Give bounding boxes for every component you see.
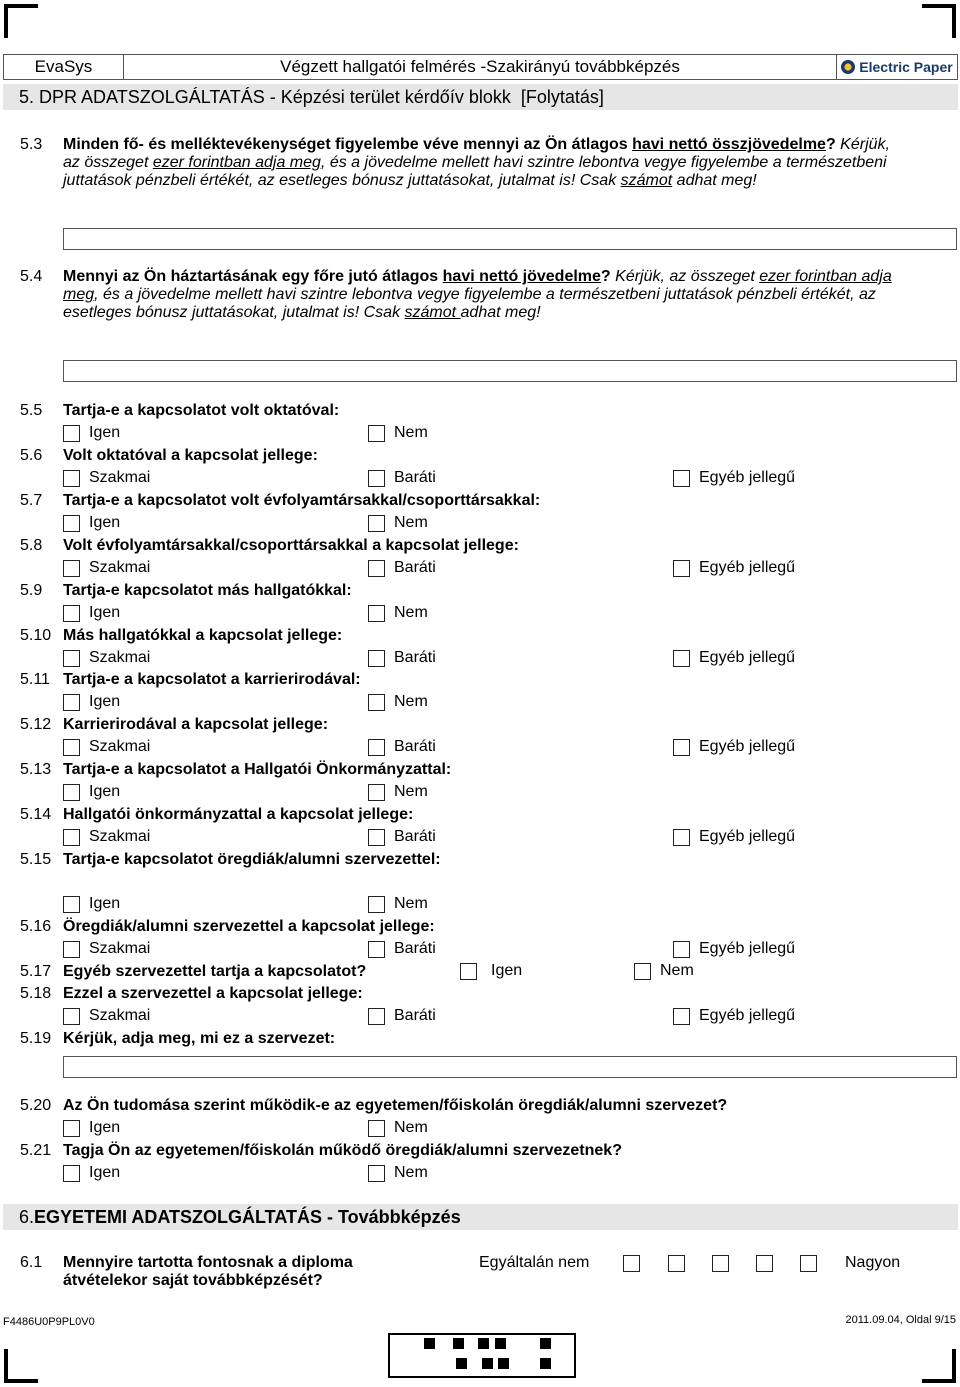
option-szakmai[interactable] (63, 738, 150, 756)
barcode-mark (453, 1338, 464, 1349)
question-hint: ezer forintban adja (759, 268, 892, 285)
question-5-4-text (63, 268, 957, 322)
scale-checkbox-2[interactable] (668, 1255, 685, 1272)
checkbox[interactable] (368, 1008, 385, 1025)
income-input-5-4[interactable] (63, 360, 957, 382)
barcode-mark (540, 1338, 551, 1349)
barcode-mark (482, 1358, 493, 1369)
question-number: 5.11 (20, 671, 50, 688)
question-number: 5.8 (20, 537, 43, 554)
question-text: havi nettó jövedelme (442, 268, 601, 285)
checkbox[interactable] (634, 963, 651, 980)
checkbox[interactable] (63, 739, 80, 756)
option-label: Szakmai (89, 828, 151, 845)
section-6-header (3, 1204, 958, 1230)
app-name: EvaSys (4, 55, 124, 79)
option-barati[interactable] (368, 559, 436, 577)
question-number: 5.15 (20, 851, 52, 868)
option-nem[interactable] (368, 895, 428, 913)
checkbox[interactable] (368, 829, 385, 846)
question-text: Más hallgatókkal a kapcsolat jellege: (63, 627, 343, 644)
barcode-mark (495, 1338, 506, 1349)
option-label: Egyéb jellegű (699, 649, 796, 666)
option-label: Baráti (394, 469, 436, 486)
question-hint: Kérjük, (835, 136, 890, 153)
option-label: Igen (89, 604, 121, 621)
question-number: 5.13 (20, 761, 52, 778)
option-label: Nem (394, 604, 428, 621)
scale-checkbox-4[interactable] (756, 1255, 773, 1272)
scan-barcode (388, 1333, 576, 1378)
checkbox[interactable] (368, 515, 385, 532)
question-text: Egyéb szervezettel tartja a kapcsolatot? (63, 963, 367, 980)
option-nem[interactable] (634, 962, 694, 980)
question-text: ? (825, 136, 836, 153)
option-label: Szakmai (89, 559, 151, 576)
checkbox[interactable] (368, 784, 385, 801)
option-igen[interactable] (63, 1119, 120, 1137)
question-hint: adhat meg! (672, 172, 757, 189)
question-number: 5.4 (20, 268, 43, 285)
option-igen[interactable] (63, 424, 120, 442)
option-igen[interactable] (460, 962, 522, 980)
option-igen[interactable] (63, 783, 120, 801)
option-barati[interactable] (368, 738, 436, 756)
checkbox[interactable] (368, 605, 385, 622)
checkbox[interactable] (63, 784, 80, 801)
question-hint: esetleges bónusz juttatásokat, jutalmat is! Csak (63, 304, 405, 321)
checkbox[interactable] (63, 650, 80, 667)
scale-checkbox-3[interactable] (712, 1255, 729, 1272)
question-number: 5.10 (20, 627, 52, 644)
date-page-info: 2011.09.04, Oldal 9/15 (845, 1314, 956, 1326)
option-label: Egyéb jellegű (699, 828, 796, 845)
barcode-mark (456, 1358, 467, 1369)
question-number: 5.7 (20, 492, 43, 509)
option-barati[interactable] (368, 940, 436, 958)
option-label: Nem (394, 424, 428, 441)
checkbox[interactable] (368, 941, 385, 958)
checkbox[interactable] (63, 1165, 80, 1182)
brand-logo (837, 55, 957, 79)
survey-title: Végzett hallgatói felmérés -Szakirányú továbbképzés (124, 55, 837, 79)
option-szakmai[interactable] (63, 559, 150, 577)
option-egyeb[interactable] (673, 469, 795, 487)
option-label: Igen (89, 514, 121, 531)
checkbox[interactable] (673, 560, 690, 577)
option-nem[interactable] (368, 424, 428, 442)
option-igen[interactable] (63, 1164, 120, 1182)
checkbox[interactable] (63, 470, 80, 487)
checkbox[interactable] (368, 694, 385, 711)
checkbox[interactable] (63, 425, 80, 442)
question-text: Öregdiák/alumni szervezettel a kapcsolat jellege: (63, 918, 435, 935)
checkbox[interactable] (673, 470, 690, 487)
option-label: Egyéb jellegű (699, 469, 796, 486)
option-igen[interactable] (63, 604, 120, 622)
option-egyeb[interactable] (673, 828, 795, 846)
checkbox[interactable] (63, 560, 80, 577)
question-text: Hallgatói önkormányzattal a kapcsolat jellege: (63, 806, 414, 823)
option-label: Szakmai (89, 738, 151, 755)
option-label: Egyéb jellegű (699, 940, 796, 957)
scale-checkbox-5[interactable] (800, 1255, 817, 1272)
question-text: Tartja-e kapcsolatot más hallgatókkal: (63, 582, 352, 599)
section-5-title: 5. DPR ADATSZOLGÁLTATÁS - Képzési terület kérdőív blokk (19, 86, 511, 107)
section-6-number: 6. (19, 1206, 35, 1227)
checkbox[interactable] (63, 829, 80, 846)
option-label: Szakmai (89, 469, 151, 486)
checkbox[interactable] (460, 963, 477, 980)
question-number: 6.1 (20, 1254, 43, 1271)
option-igen[interactable] (63, 693, 120, 711)
barcode-mark (498, 1358, 509, 1369)
option-barati[interactable] (368, 469, 436, 487)
option-label: Nem (394, 514, 428, 531)
question-number: 5.9 (20, 582, 43, 599)
option-igen[interactable] (63, 514, 120, 532)
question-text: Mennyire tartotta fontosnak a diploma (63, 1254, 353, 1271)
checkbox[interactable] (368, 1120, 385, 1137)
question-number: 5.14 (20, 806, 52, 823)
corner-mark-bottom-right (922, 1349, 956, 1383)
option-label: Nem (394, 783, 428, 800)
question-text: Ezzel a szervezettel a kapcsolat jellege: (63, 985, 363, 1002)
organization-name-input[interactable] (63, 1056, 957, 1078)
question-number: 5.19 (20, 1030, 52, 1047)
option-label: Igen (89, 693, 121, 710)
option-label: Nem (394, 1164, 428, 1181)
corner-mark-top-left (4, 4, 38, 38)
question-hint: az összeget (63, 154, 153, 171)
option-label: Baráti (394, 940, 436, 957)
corner-mark-top-right (922, 4, 956, 38)
checkbox[interactable] (673, 829, 690, 846)
checkbox[interactable] (63, 605, 80, 622)
option-igen[interactable] (63, 895, 120, 913)
scale-checkbox-1[interactable] (623, 1255, 640, 1272)
question-number: 5.3 (20, 136, 43, 153)
question-hint: adhat meg! (460, 304, 541, 321)
question-text: Karrierirodával a kapcsolat jellege: (63, 716, 329, 733)
option-nem[interactable] (368, 1119, 428, 1137)
option-label: Nem (394, 895, 428, 912)
question-5-3-text (63, 136, 957, 190)
checkbox[interactable] (63, 694, 80, 711)
option-label: Baráti (394, 559, 436, 576)
question-number: 5.6 (20, 447, 43, 464)
electric-paper-logo-icon (841, 60, 855, 74)
question-hint: , és a jövedelme mellett havi szintre lebontva vegye figyelembe a természetbeni (320, 154, 887, 171)
question-text: Tagja Ön az egyetemen/főiskolán működő öregdiák/alumni szervezetnek? (63, 1142, 622, 1159)
question-text: Mennyi az Ön háztartásának egy főre jutó átlagos (63, 268, 443, 285)
question-text: Tartja-e a kapcsolatot volt oktatóval: (63, 402, 340, 419)
option-label: Igen (89, 424, 121, 441)
checkbox[interactable] (368, 560, 385, 577)
option-label: Igen (491, 962, 523, 979)
question-text: Tartja-e a kapcsolatot a Hallgatói Önkormányzattal: (63, 761, 452, 778)
checkbox[interactable] (368, 739, 385, 756)
question-text: Kérjük, adja meg, mi ez a szervezet: (63, 1030, 336, 1047)
option-barati[interactable] (368, 828, 436, 846)
question-text: átvételekor saját továbbképzését? (63, 1272, 323, 1289)
option-egyeb[interactable] (673, 940, 795, 958)
option-label: Igen (89, 783, 121, 800)
option-szakmai[interactable] (63, 828, 150, 846)
section-6-title: EGYETEMI ADATSZOLGÁLTATÁS - Továbbképzés (34, 1206, 461, 1227)
checkbox[interactable] (673, 1008, 690, 1025)
option-szakmai[interactable] (63, 469, 150, 487)
option-label: Nem (660, 962, 694, 979)
option-egyeb[interactable] (673, 738, 795, 756)
checkbox[interactable] (63, 941, 80, 958)
option-label: Igen (89, 895, 121, 912)
option-label: Szakmai (89, 940, 151, 957)
checkbox[interactable] (63, 896, 80, 913)
barcode-mark (540, 1358, 551, 1369)
question-number: 5.20 (20, 1097, 52, 1114)
barcode-mark (478, 1338, 489, 1349)
question-text: Volt évfolyamtársakkal/csoporttársakkal a kapcsolat jellege: (63, 537, 519, 554)
option-nem[interactable] (368, 604, 428, 622)
checkbox[interactable] (368, 470, 385, 487)
option-label: Szakmai (89, 649, 151, 666)
scale-right-label: Nagyon (845, 1254, 901, 1271)
question-text: Tartja-e a kapcsolatot volt évfolyamtársakkal/csoporttársakkal: (63, 492, 541, 509)
question-number: 5.5 (20, 402, 43, 419)
question-number: 5.18 (20, 985, 52, 1002)
question-text: Volt oktatóval a kapcsolat jellege: (63, 447, 318, 464)
checkbox[interactable] (673, 739, 690, 756)
question-text: Tartja-e a kapcsolatot a karrierirodával: (63, 671, 361, 688)
checkbox[interactable] (63, 1008, 80, 1025)
question-6-1-text (63, 1254, 353, 1290)
form-code: F4486U0P9PL0V0 (3, 1316, 95, 1328)
option-szakmai[interactable] (63, 649, 150, 667)
option-label: Egyéb jellegű (699, 1007, 796, 1024)
option-label: Baráti (394, 649, 436, 666)
option-label: Igen (89, 1119, 121, 1136)
option-nem[interactable] (368, 1164, 428, 1182)
question-text: Tartja-e kapcsolatot öregdiák/alumni szervezettel: (63, 851, 441, 868)
question-text: Minden fő- és melléktevékenységet figyelembe véve mennyi az Ön átlagos (63, 136, 633, 153)
section-5-continued: [Folytatás] (520, 86, 604, 107)
barcode-mark (424, 1338, 435, 1349)
question-hint: , és a jövedelme mellett havi szintre lebontva vegye figyelembe a természetbeni juttatások pénzbeli értékét, az (94, 286, 876, 303)
income-input-5-3[interactable] (63, 228, 957, 250)
option-nem[interactable] (368, 783, 428, 801)
option-nem[interactable] (368, 693, 428, 711)
option-label: Egyéb jellegű (699, 559, 796, 576)
option-szakmai[interactable] (63, 1007, 150, 1025)
question-hint: számot (620, 172, 673, 189)
checkbox[interactable] (673, 941, 690, 958)
option-egyeb[interactable] (673, 559, 795, 577)
option-label: Igen (89, 1164, 121, 1181)
checkbox[interactable] (63, 515, 80, 532)
option-barati[interactable] (368, 1007, 436, 1025)
question-hint: ezer forintban adja meg (152, 154, 321, 171)
corner-mark-bottom-left (4, 1349, 38, 1383)
question-hint: juttatások pénzbeli értékét, az esetleges bónusz juttatásokat, jutalmat is! Csak (63, 172, 621, 189)
checkbox[interactable] (368, 650, 385, 667)
checkbox[interactable] (673, 650, 690, 667)
logo-text: Electric Paper (859, 59, 953, 75)
option-label: Szakmai (89, 1007, 151, 1024)
option-egyeb[interactable] (673, 649, 795, 667)
form-header (3, 54, 958, 80)
option-label: Nem (394, 1119, 428, 1136)
scale-left-label: Egyáltalán nem (479, 1254, 590, 1271)
question-text: Az Ön tudomása szerint működik-e az egyetemen/főiskolán öregdiák/alumni szervezet? (63, 1097, 728, 1114)
option-label: Egyéb jellegű (699, 738, 796, 755)
option-label: Baráti (394, 738, 436, 755)
checkbox[interactable] (63, 1120, 80, 1137)
question-text: havi nettó összjövedelme (632, 136, 826, 153)
question-hint: meg (63, 286, 95, 303)
option-label: Nem (394, 693, 428, 710)
question-number: 5.16 (20, 918, 52, 935)
question-text: ? (600, 268, 611, 285)
question-hint: Kérjük, az összeget (610, 268, 760, 285)
option-barati[interactable] (368, 649, 436, 667)
question-number: 5.17 (20, 963, 52, 980)
question-number: 5.21 (20, 1142, 52, 1159)
checkbox[interactable] (368, 425, 385, 442)
option-label: Baráti (394, 828, 436, 845)
question-hint: számot (404, 304, 461, 321)
question-number: 5.12 (20, 716, 52, 733)
option-nem[interactable] (368, 514, 428, 532)
option-egyeb[interactable] (673, 1007, 795, 1025)
checkbox[interactable] (368, 896, 385, 913)
option-szakmai[interactable] (63, 940, 150, 958)
checkbox[interactable] (368, 1165, 385, 1182)
option-label: Baráti (394, 1007, 436, 1024)
section-5-header (3, 84, 958, 110)
